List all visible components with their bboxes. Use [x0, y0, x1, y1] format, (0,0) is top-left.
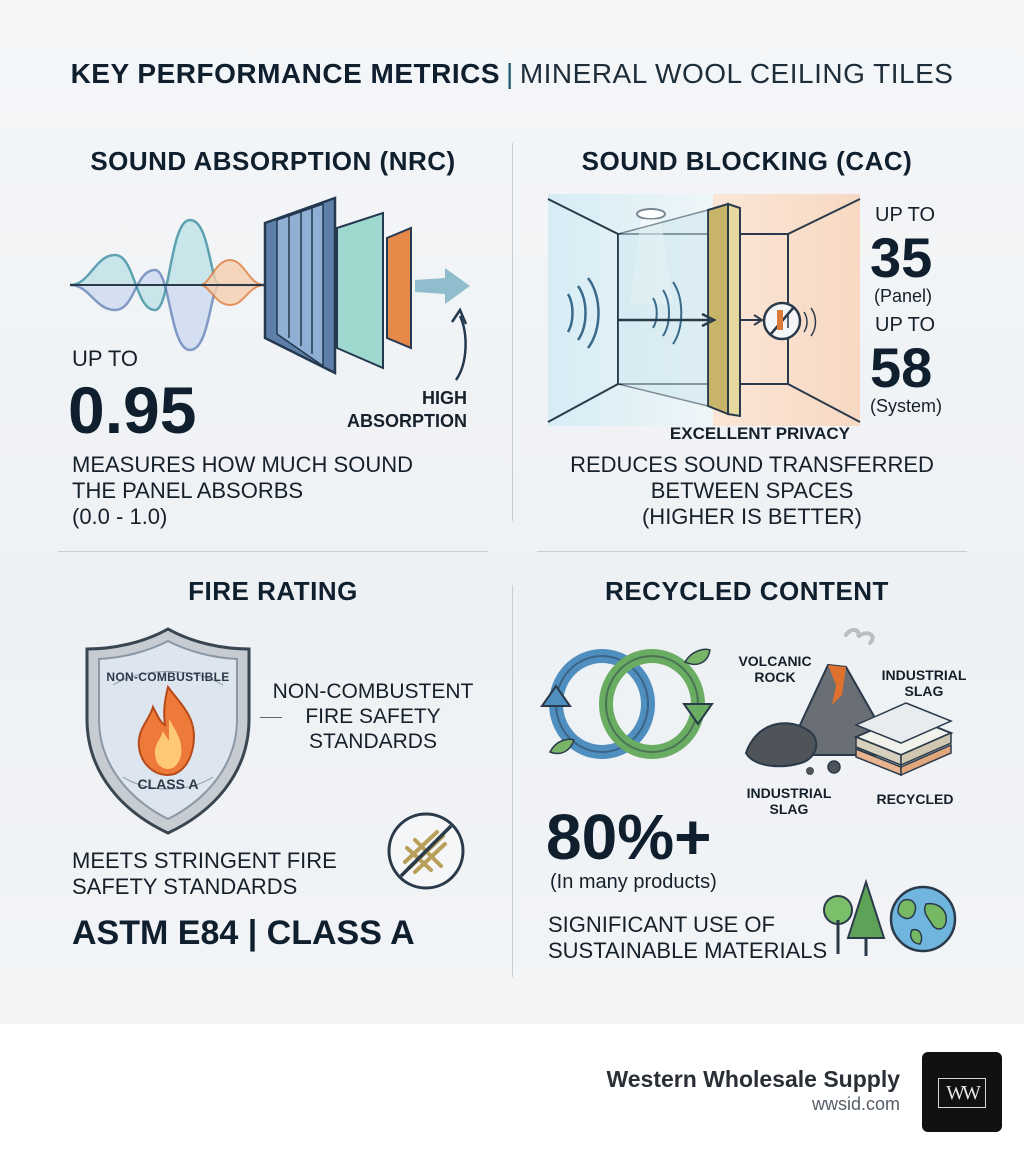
label-slag-top-1: INDUSTRIAL: [881, 667, 967, 683]
cac-panel-value: 35: [870, 226, 933, 289]
nrc-desc-2: THE PANEL ABSORBS: [72, 478, 304, 503]
label-volcanic-1: VOLCANIC: [738, 653, 812, 669]
label-recycled: RECYCLED: [876, 791, 954, 807]
cac-system-value: 58: [870, 336, 933, 399]
trees-icon: [822, 880, 888, 960]
cac-title: SOUND BLOCKING (CAC): [581, 146, 913, 176]
shield-bottom-label: CLASS A: [137, 776, 199, 792]
recycled-value: 80%+: [546, 801, 712, 873]
divider-vertical-top: [512, 143, 513, 521]
footer: [0, 1024, 1024, 1154]
nrc-value: 0.95: [68, 373, 197, 447]
title-light: MINERAL WOOL CEILING TILES: [519, 58, 954, 89]
fire-desc-2: SAFETY STANDARDS: [72, 874, 298, 899]
shield-top-label: NON-COMBUSTIBLE: [106, 670, 230, 684]
label-slag-bottom-1: INDUSTRIAL: [746, 785, 832, 801]
fire-side-3: STANDARDS: [309, 730, 437, 753]
fire-desc-1: MEETS STRINGENT FIRE: [72, 848, 337, 873]
brand-url[interactable]: wwsid.com: [811, 1094, 900, 1114]
cac-desc-1: REDUCES SOUND TRANSFERRED: [570, 452, 934, 477]
cac-panel-prefix: UP TO: [875, 204, 936, 226]
cac-desc-2: BETWEEN SPACES: [650, 478, 854, 503]
nrc-annotation-1: HIGH: [422, 388, 467, 408]
cac-system-label: (System): [870, 396, 942, 416]
label-slag-bottom-2: SLAG: [769, 801, 809, 817]
title-bold: KEY PERFORMANCE METRICS: [70, 58, 501, 89]
divider-vertical-bottom: [512, 585, 513, 977]
nrc-prefix: UP TO: [72, 346, 139, 371]
recycle-arrows-icon: [540, 642, 715, 767]
fire-side-1: NON-COMBUSTENT: [272, 680, 474, 703]
globe-icon: [888, 884, 958, 954]
nrc-desc-1: MEASURES HOW MUCH SOUND: [72, 452, 414, 477]
fire-shield-icon: [83, 627, 253, 835]
brand-logo-text: WW: [938, 1078, 986, 1108]
cac-caption: EXCELLENT PRIVACY: [669, 424, 850, 443]
room-soundproof-icon: [548, 194, 860, 426]
cac-panel-label: (Panel): [874, 286, 933, 306]
brand-logo: [922, 1052, 1002, 1132]
cac-desc-3: (HIGHER IS BETTER): [641, 504, 862, 529]
label-slag-top-2: SLAG: [904, 683, 944, 699]
nrc-title: SOUND ABSORPTION (NRC): [90, 146, 456, 176]
label-volcanic-2: ROCK: [754, 669, 796, 685]
recycled-desc-2: SUSTAINABLE MATERIALS: [548, 938, 828, 963]
divider-horizontal-left: [58, 551, 488, 552]
page-title: [0, 58, 1024, 90]
sound-wave-icon: [70, 215, 265, 365]
no-asbestos-icon: [385, 810, 467, 892]
nrc-annotation-2: ABSORPTION: [346, 411, 467, 431]
fire-rating: ASTM E84 | CLASS A: [72, 914, 415, 952]
recycled-value-note: (In many products): [550, 871, 717, 893]
recycled-title: RECYCLED CONTENT: [605, 576, 889, 606]
raw-materials-icon: [746, 625, 961, 780]
brand-name: Western Wholesale Supply: [606, 1066, 900, 1092]
divider-horizontal-right: [537, 551, 967, 552]
fire-title: FIRE RATING: [188, 576, 358, 606]
fire-side-2: FIRE SAFETY: [305, 705, 441, 728]
cac-system-prefix: UP TO: [875, 314, 936, 336]
recycled-desc-1: SIGNIFICANT USE OF: [548, 912, 775, 937]
nrc-desc-3: (0.0 - 1.0): [72, 504, 168, 529]
title-separator: |: [506, 58, 514, 89]
acoustic-panel-icon: [265, 198, 475, 378]
curved-arrow-icon: [448, 308, 474, 383]
